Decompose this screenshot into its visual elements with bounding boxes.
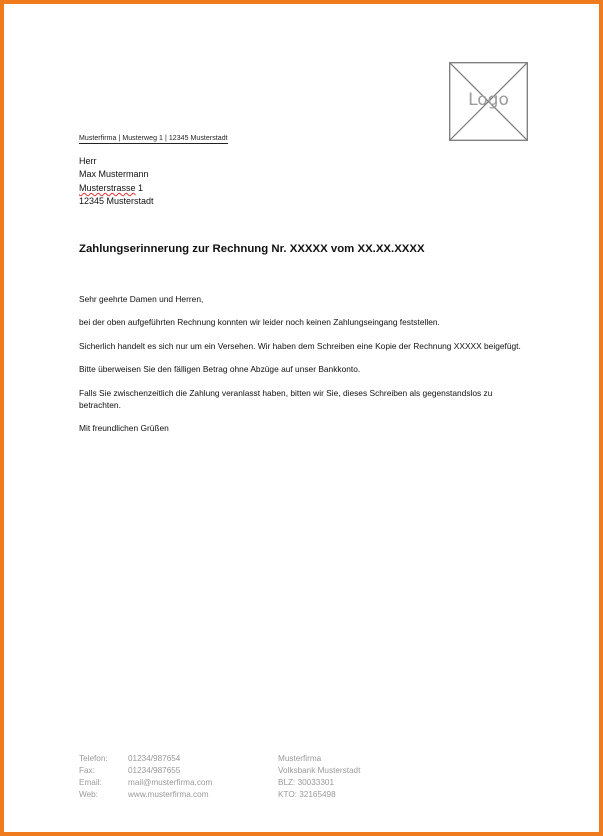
footer-phone-value: 01234/987654 [128, 754, 181, 763]
letter-greeting: Sehr geehrte Damen und Herren, [79, 294, 204, 304]
footer-row [79, 753, 360, 765]
logo-label: Logo [468, 90, 509, 110]
recipient-street [79, 182, 154, 195]
footer-phone-label: Telefon: [79, 754, 108, 763]
footer-bank: Volksbank Musterstadt [278, 766, 361, 775]
letter-footer [79, 753, 360, 801]
letter-subject: Zahlungserinnerung zur Rechnung Nr. XXXXX vom XX.XX.XXXX [79, 243, 425, 255]
letter-paragraph-1: bei der oben aufgeführten Rechnung konnten wir leider noch keinen Zahlungseingang feststellen. [79, 317, 440, 328]
letter-closing: Mit freundlichen Grüßen [79, 423, 169, 434]
footer-row [79, 789, 360, 801]
footer-fax-value: 01234/987655 [128, 766, 181, 775]
logo-placeholder [449, 62, 528, 141]
recipient-city: 12345 Musterstadt [79, 196, 154, 207]
recipient-address [79, 155, 154, 209]
footer-blz: BLZ: 30033301 [278, 778, 334, 787]
footer-row [79, 777, 360, 789]
recipient-salutation: Herr [79, 156, 97, 166]
footer-web-label: Web: [79, 790, 98, 799]
letter-paragraph-4: Falls Sie zwischenzeitlich die Zahlung veranlasst haben, bitten wir Sie, dieses Schreiben als gegenstandslos zu betrachten. [79, 387, 493, 411]
footer-email-value: mail@musterfirma.com [128, 778, 213, 787]
sender-address-line: Musterfirma | Musterweg 1 | 12345 Musterstadt [79, 135, 228, 142]
recipient-street-name: Musterstrasse [79, 182, 136, 193]
letter-paragraph-2: Sicherlich handelt es sich nur um ein Versehen. Wir haben dem Schreiben eine Kopie der Rechnung XXXXX beigefügt. [79, 340, 521, 351]
footer-email-label: Email: [79, 778, 102, 787]
letter-body [79, 293, 527, 446]
footer-row [79, 765, 360, 777]
footer-fax-label: Fax: [79, 766, 95, 775]
letter-paragraph-3: Bitte überweisen Sie den fälligen Betrag ohne Abzüge auf unser Bankkonto. [79, 364, 361, 375]
footer-web-value: www.musterfirma.com [128, 790, 209, 799]
recipient-street-number: 1 [135, 182, 144, 193]
footer-kto: KTO: 32165498 [278, 790, 336, 799]
recipient-name: Max Mustermann [79, 169, 149, 180]
footer-company: Musterfirma [278, 754, 322, 763]
